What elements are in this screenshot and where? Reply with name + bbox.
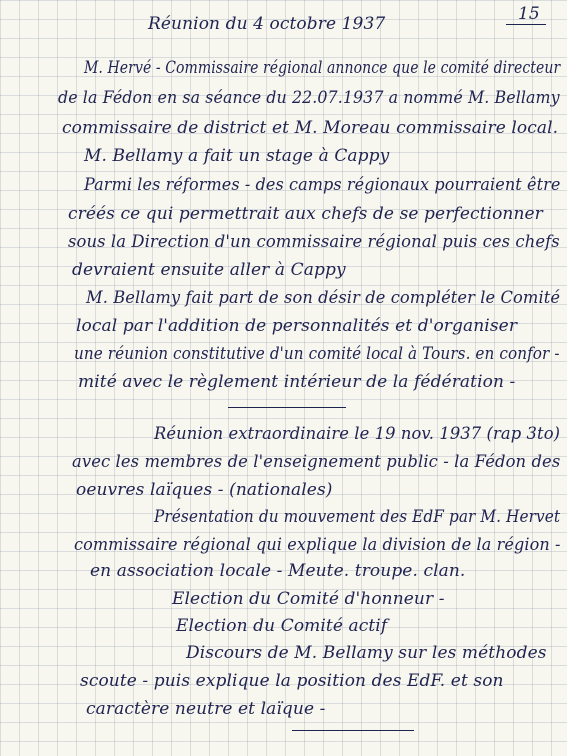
note-line: Parmi les réformes - des camps régionaux pourraient être: [84, 175, 561, 195]
note-line: une réunion constitutive d'un comité local à Tours. en confor -: [74, 344, 560, 364]
note-line: mité avec le règlement intérieur de la fédération -: [78, 372, 516, 392]
page-number: 15: [518, 4, 540, 24]
note-line: M. Hervé - Commissaire régional annonce que le comité directeur: [84, 58, 561, 78]
note-line: M. Bellamy a fait un stage à Cappy: [84, 146, 390, 166]
note-line: Election du Comité d'honneur -: [172, 589, 445, 609]
note-line: Election du Comité actif: [176, 616, 388, 636]
section-divider: [228, 407, 346, 408]
note-line: devraient ensuite aller à Cappy: [72, 260, 346, 280]
note-line: oeuvres laïques - (nationales): [76, 480, 333, 500]
note-line: Réunion extraordinaire le 19 nov. 1937 (rap 3to): [154, 424, 561, 444]
note-line: local par l'addition de personnalités et d'organiser: [76, 316, 518, 336]
note-line: scoute - puis explique la position des EdF. et son: [80, 671, 504, 691]
note-line: créés ce qui permettrait aux chefs de se perfectionner: [68, 204, 543, 224]
note-line: Présentation du mouvement des EdF par M. Hervet: [154, 507, 561, 527]
note-line: sous la Direction d'un commissaire régional puis ces chefs: [68, 232, 560, 252]
note-line: caractère neutre et laïque -: [86, 699, 326, 719]
note-line: M. Bellamy fait part de son désir de compléter le Comité: [86, 288, 561, 308]
page-number-underline: [506, 24, 546, 25]
note-line: commissaire de district et M. Moreau commissaire local.: [62, 118, 559, 138]
note-line: Discours de M. Bellamy sur les méthodes: [186, 643, 547, 663]
closing-divider: [292, 730, 414, 731]
note-line: commissaire régional qui explique la division de la région -: [74, 535, 561, 555]
note-line: avec les membres de l'enseignement public - la Fédon des: [72, 452, 561, 472]
page-title: Réunion du 4 octobre 1937: [148, 14, 386, 34]
note-line: de la Fédon en sa séance du 22.07.1937 a nommé M. Bellamy: [58, 88, 560, 108]
note-line: en association locale - Meute. troupe. clan.: [90, 561, 466, 581]
